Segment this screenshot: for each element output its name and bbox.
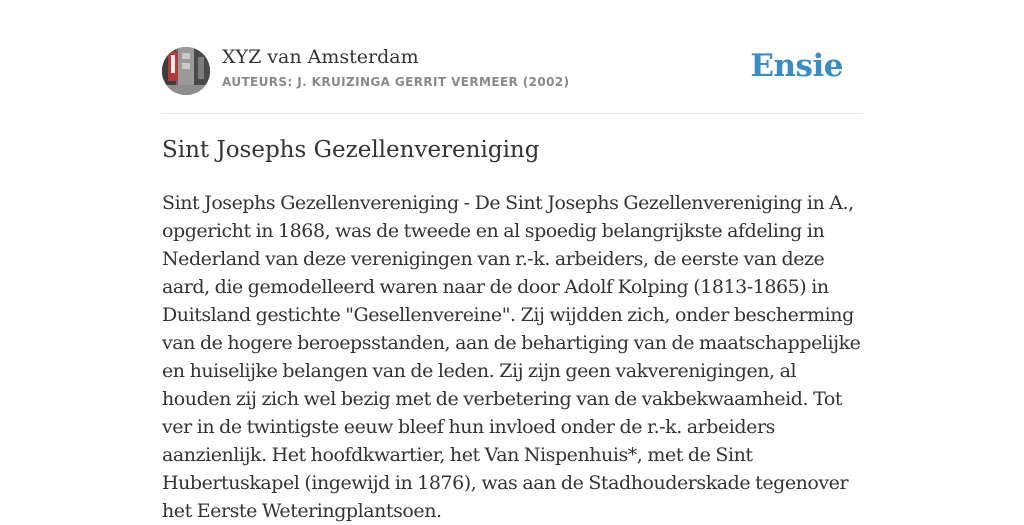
article-body: Sint Josephs Gezellenvereniging - De Sint Josephs Gezellenvereniging in A., opgericht in 1868, was de tweede en al spoedig belangrijkste afdeling in Nederland van deze verenigingen van r.-k. arbeiders, de eerste van deze aard, die gemodelleerd waren naar de door Adolf Kolping (1813-1865) in Duitsland gestichte "Gesellenvereine". Zij wijdden zich, onder bescherming van de hogere beroepsstanden, aan de behartiging van de maatschappelijke en huiselijke belangen van de leden. Zij zijn geen vakverenigingen, al houden zij zich wel bezig met de verbetering van de vakbekwaamheid. Tot ver in de twintigste eeuw bleef hun invloed onder de r.-k. arbeiders aanzienlijk. Het hoofdkwartier, het Van Nispenhuis*, met de Sint Hubertuskapel (ingewijd in 1876), was aan de Stadhouderskade tegenover het Eerste Weteringplantsoen. <box>162 192 861 522</box>
source-avatar[interactable] <box>162 47 210 95</box>
source-authors: AUTEURS: J. KRUIZINGA GERRIT VERMEER (2002) <box>222 75 570 89</box>
article-card <box>162 0 862 522</box>
source-header <box>162 46 862 96</box>
article-title: Sint Josephs Gezellenvereniging <box>162 137 540 163</box>
source-name[interactable]: XYZ van Amsterdam <box>222 46 419 68</box>
ensie-logo[interactable]: Ensie <box>750 48 843 84</box>
header-divider <box>162 113 862 114</box>
street-photo-icon <box>162 47 210 95</box>
